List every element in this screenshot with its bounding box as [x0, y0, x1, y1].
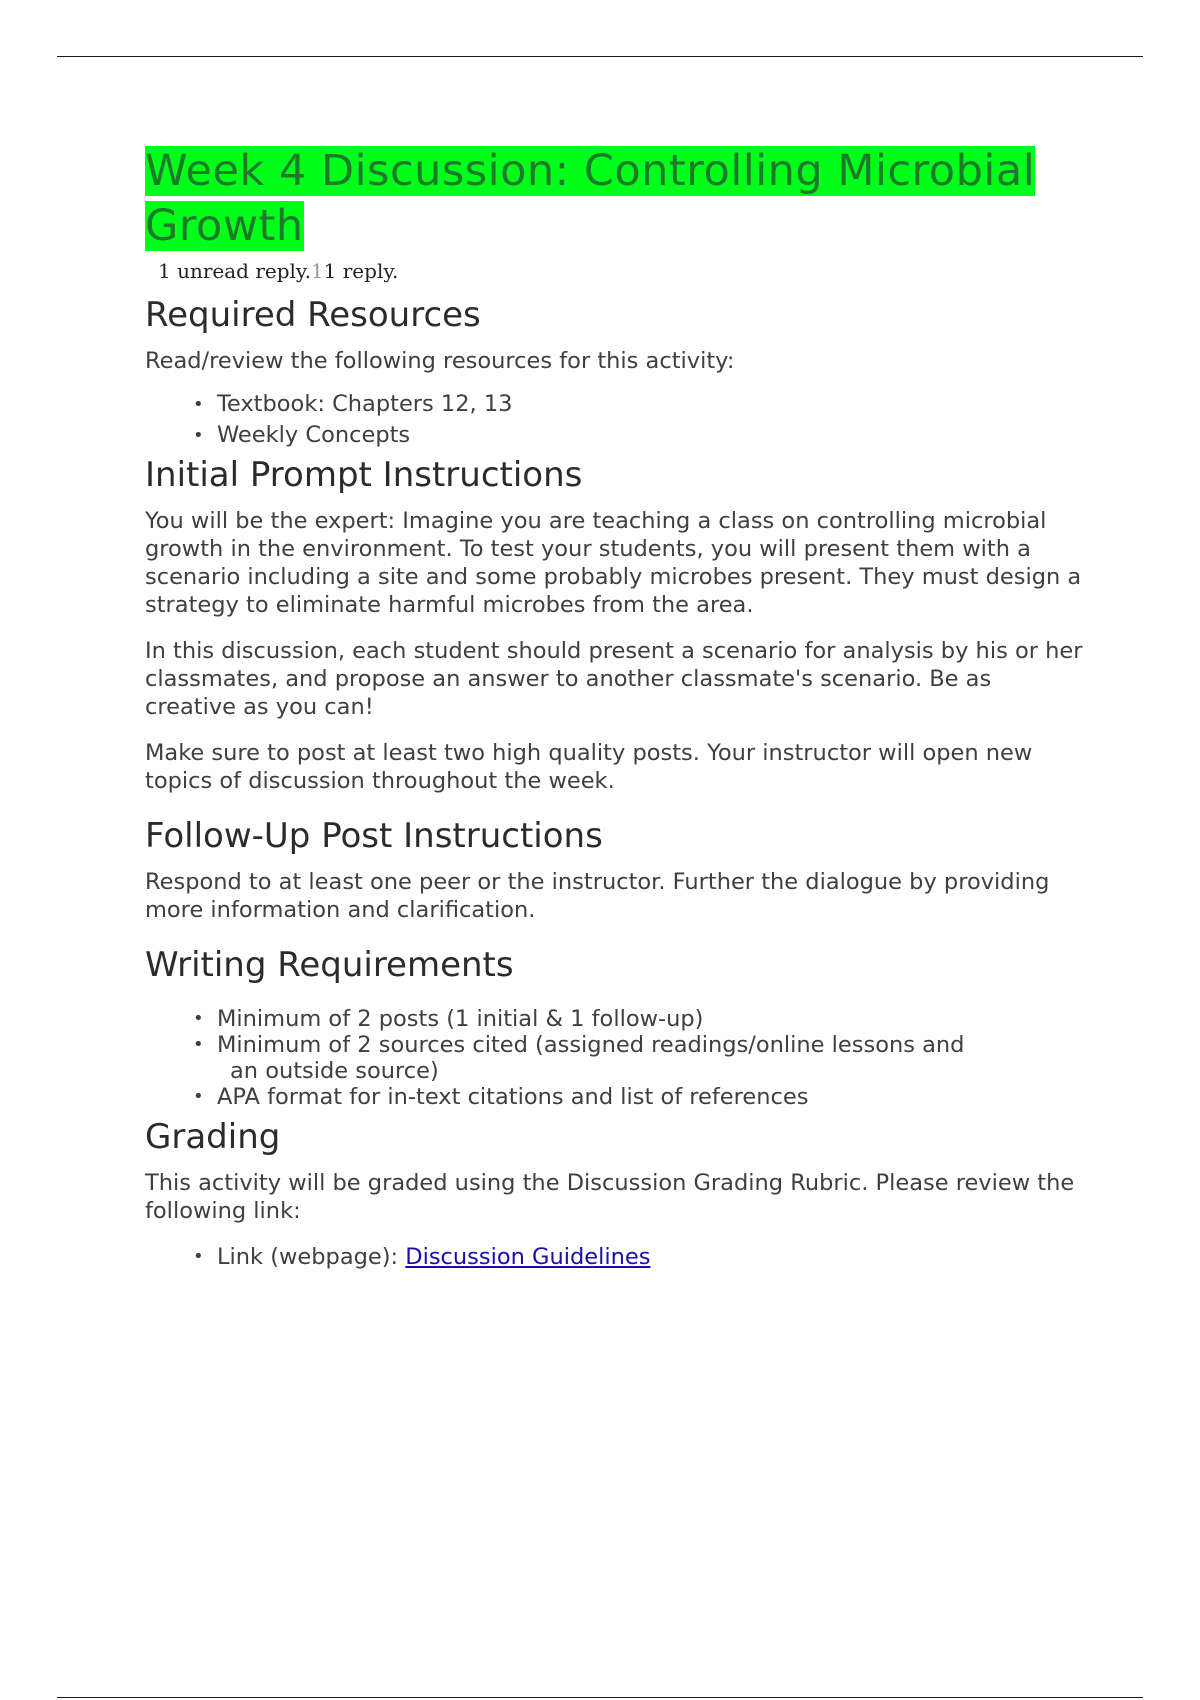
grading-list	[145, 1243, 1085, 1271]
link-prefix: Link (webpage):	[217, 1244, 406, 1270]
reply-separator: 1	[310, 259, 324, 283]
bottom-rule	[57, 1697, 1143, 1698]
unread-reply-count: 1 unread reply.	[158, 259, 311, 283]
heading-writing-requirements: Writing Requirements	[145, 945, 514, 985]
resources-intro: Read/review the following resources for this activity:	[145, 348, 735, 374]
writing-requirements-list	[145, 1006, 1085, 1110]
list-item	[217, 1243, 1085, 1271]
resources-list	[145, 389, 1085, 451]
heading-follow-up: Follow-Up Post Instructions	[145, 816, 603, 856]
heading-grading: Grading	[145, 1117, 281, 1157]
discussion-guidelines-link[interactable]: Discussion Guidelines	[405, 1244, 651, 1270]
list-item-continuation: an outside source)	[230, 1058, 439, 1084]
list-item: • Weekly Concepts	[217, 420, 1085, 451]
list-item: • Minimum of 2 posts (1 initial & 1 follow-up)	[217, 1006, 1085, 1032]
prompt-paragraph: In this discussion, each student should present a scenario for analysis by his or her classmates, and propose an answer to another classmate's scenario. Be as creative as you can!	[145, 638, 1083, 720]
list-item: • APA format for in-text citations and list of references	[217, 1084, 1085, 1110]
reply-count: 1 reply.	[323, 259, 399, 283]
grading-paragraph: This activity will be graded using the Discussion Grading Rubric. Please review the following link:	[145, 1170, 1075, 1224]
discussion-content	[145, 144, 1085, 1271]
top-rule	[57, 56, 1143, 57]
prompt-paragraph: Make sure to post at least two high quality posts. Your instructor will open new topics of discussion throughout the week.	[145, 740, 1033, 794]
page-title: Week 4 Discussion: Controlling Microbial Growth	[145, 146, 1036, 251]
heading-initial-prompt: Initial Prompt Instructions	[145, 455, 583, 495]
reply-status[interactable]	[158, 258, 1085, 284]
prompt-paragraph: You will be the expert: Imagine you are teaching a class on controlling microbial growth in the environment. To test your students, you will present them with a scenario including a site and some probably microbes present. They must design a strategy to eliminate harmful microbes from the area.	[145, 508, 1082, 618]
list-item	[217, 1032, 1085, 1084]
list-item-text: Minimum of 2 sources cited (assigned readings/online lessons and	[217, 1032, 965, 1058]
follow-up-paragraph: Respond to at least one peer or the instructor. Further the dialogue by providing more information and clarification.	[145, 869, 1050, 923]
list-item: • Textbook: Chapters 12, 13	[217, 389, 1085, 420]
heading-required-resources: Required Resources	[145, 295, 481, 335]
